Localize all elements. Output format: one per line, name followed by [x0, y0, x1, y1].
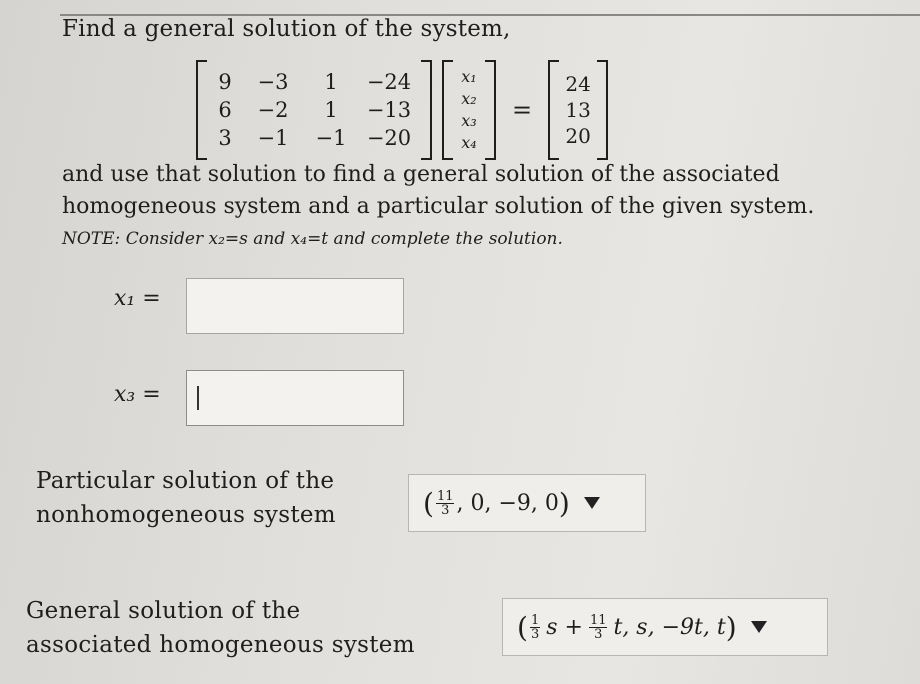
text-caret — [197, 386, 199, 410]
matrix-cell: −13 — [366, 98, 412, 122]
variable-cell: x₃ — [461, 111, 477, 130]
matrix-cell: 6 — [218, 98, 232, 122]
x3-label: x₃ = — [114, 382, 161, 407]
particular-solution-select[interactable] — [408, 474, 646, 532]
matrix-cell: 1 — [324, 70, 338, 94]
problem-text-line-1: and use that solution to find a general solution of the associated — [62, 162, 780, 187]
particular-label-line-1: Particular solution of the — [36, 468, 335, 494]
matrix-cell: −3 — [257, 70, 289, 94]
fraction-denominator: 3 — [441, 502, 450, 518]
rhs-cell: 20 — [565, 124, 591, 148]
fraction-denominator: 3 — [594, 626, 603, 642]
general-solution-select[interactable] — [502, 598, 828, 656]
rhs-cell: 24 — [565, 72, 591, 96]
fraction — [436, 490, 455, 517]
particular-label-line-2: nonhomogeneous system — [36, 502, 336, 528]
general-solution-label — [26, 594, 415, 662]
coefficient-matrix — [196, 60, 432, 160]
fraction-numerator: 11 — [436, 488, 454, 504]
variable-cell: x₄ — [461, 133, 477, 152]
open-paren: ( — [517, 610, 528, 644]
fraction-numerator: 1 — [530, 612, 540, 628]
matrix-cell: 3 — [218, 126, 232, 150]
rhs-vector — [548, 60, 608, 160]
close-paren: ) — [725, 610, 737, 644]
general-label-line-1: General solution of the — [26, 598, 301, 624]
general-term-1: s + — [546, 614, 583, 640]
rhs-cell: 13 — [565, 98, 591, 122]
fraction-denominator: 3 — [530, 626, 540, 642]
problem-text-line-2: homogeneous system and a particular solution of the given system. — [62, 194, 815, 219]
fraction — [589, 614, 608, 641]
variable-cell: x₂ — [461, 89, 477, 108]
x1-input[interactable] — [186, 278, 404, 334]
variable-vector — [442, 60, 496, 160]
problem-note: NOTE: Consider x₂=s and x₄=t and complete the solution. — [62, 229, 563, 249]
x1-label: x₁ = — [114, 286, 161, 311]
matrix-cell: −1 — [315, 126, 347, 150]
x3-input[interactable] — [186, 370, 404, 426]
open-paren: ( — [423, 486, 434, 520]
chevron-down-icon[interactable] — [584, 497, 600, 509]
fraction — [530, 614, 540, 641]
matrix-equation — [196, 58, 608, 162]
matrix-cell: 1 — [324, 98, 338, 122]
matrix-cell: 9 — [218, 70, 232, 94]
equals-sign: = — [512, 96, 533, 124]
matrix-cell: −24 — [366, 70, 412, 94]
general-term-2: t, s, −9t, t — [613, 614, 726, 640]
matrix-cell: −20 — [366, 126, 412, 150]
close-paren: ) — [558, 486, 570, 520]
general-label-line-2: associated homogeneous system — [26, 632, 415, 658]
problem-prompt: Find a general solution of the system, — [62, 16, 511, 42]
chevron-down-icon[interactable] — [751, 621, 767, 633]
variable-cell: x₁ — [461, 67, 477, 86]
fraction-numerator: 11 — [589, 612, 607, 628]
particular-solution-label — [36, 464, 336, 532]
particular-solution-rest: , 0, −9, 0 — [456, 490, 559, 516]
matrix-cell: −2 — [257, 98, 289, 122]
matrix-cell: −1 — [257, 126, 289, 150]
